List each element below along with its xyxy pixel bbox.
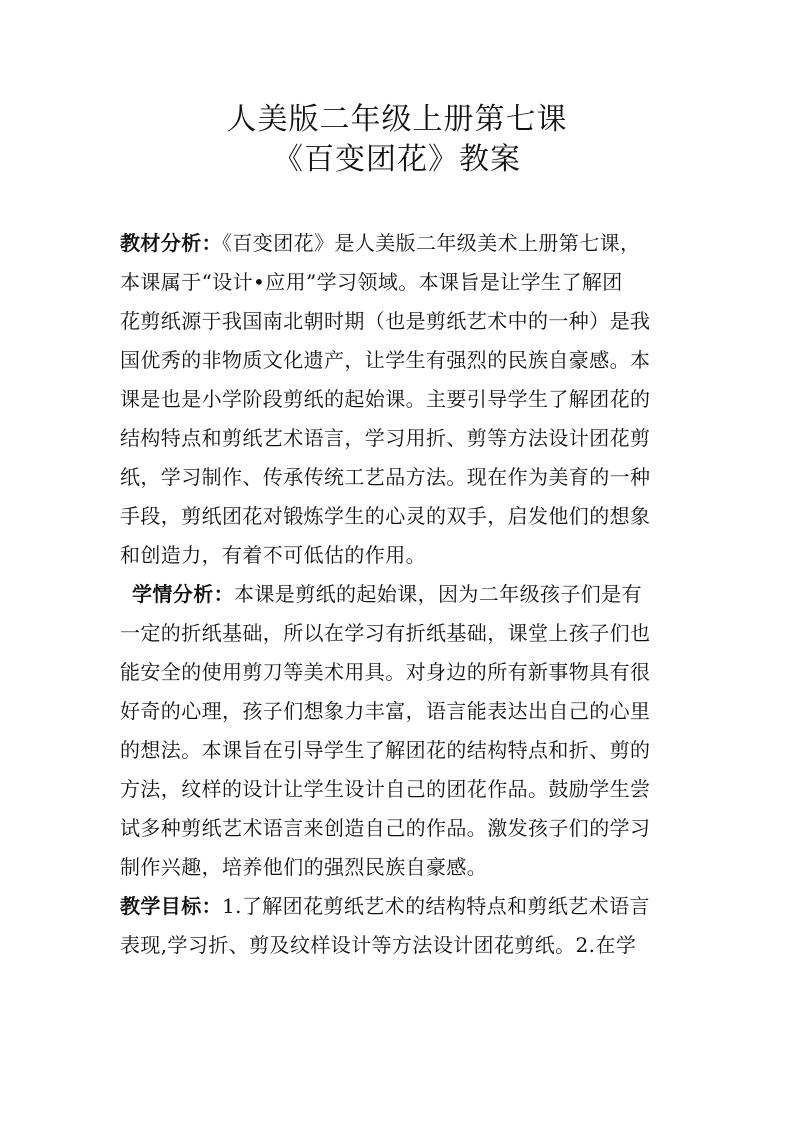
paragraph-line: 和创造力，有着不可低估的作用。: [120, 543, 426, 567]
paragraph-line: 一定的折纸基础，所以在学习有折纸基础，课堂上孩子们也: [120, 621, 651, 645]
paragraph-line: 试多种剪纸艺术语言来创造自己的作品。激发孩子们的学习: [120, 816, 651, 840]
document-title-line-1: 人美版二年级上册第七课: [226, 102, 568, 137]
document-title-line-2: 《百变团花》教案: [273, 142, 521, 177]
paragraph-line: 课是也是小学阶段剪纸的起始课。主要引导学生了解团花的: [120, 387, 651, 411]
paragraph-line: 纸，学习制作、传承传统工艺品方法。现在作为美育的一种: [120, 465, 651, 489]
paragraph-line: 花剪纸源于我国南北朝时期（也是剪纸艺术中的一种）是我: [120, 309, 651, 333]
paragraph-line: 制作兴趣，培养他们的强烈民族自豪感。: [120, 855, 488, 879]
document-body: [120, 224, 680, 965]
section-material-analysis-line-1: [120, 224, 680, 263]
paragraph-line: 表现,学习折、剪及纹样设计等方法设计团花剪纸。2.在学: [120, 933, 637, 957]
paragraph-line: 方法，纹样的设计让学生设计自己的团花作品。鼓励学生尝: [120, 777, 651, 801]
paragraph-text: 《百变团花》是人美版二年级美术上册第七课，: [222, 231, 641, 255]
section-teaching-goals-line-1: [120, 887, 680, 926]
section-student-analysis-line-1: [120, 575, 680, 614]
paragraph-line: 本课属于“设计•应用”学习领域。本课旨是让学生了解团: [120, 270, 623, 294]
paragraph-line: 国优秀的非物质文化遗产，让学生有强烈的民族自豪感。本: [120, 348, 651, 372]
paragraph-line: 好奇的心理，孩子们想象力丰富，语言能表达出自己的心里: [120, 699, 651, 723]
paragraph-line: 能安全的使用剪刀等美术用具。对身边的所有新事物具有很: [120, 660, 651, 684]
section-material-analysis-label: 教材分析：: [120, 231, 222, 255]
paragraph-line: 手段，剪纸团花对锻炼学生的心灵的双手，启发他们的想象: [120, 504, 651, 528]
paragraph-line: 的想法。本课旨在引导学生了解团花的结构特点和折、剪的: [120, 738, 651, 762]
paragraph-line: 结构特点和剪纸艺术语言，学习用折、剪等方法设计团花剪: [120, 426, 651, 450]
section-teaching-goals-label: 教学目标：: [120, 894, 222, 918]
paragraph-text: 本课是剪纸的起始课，因为二年级孩子们是有: [234, 582, 642, 606]
section-student-analysis-label: 学情分析：: [132, 582, 234, 606]
paragraph-text: 1.了解团花剪纸艺术的结构特点和剪纸艺术语言: [222, 894, 650, 918]
